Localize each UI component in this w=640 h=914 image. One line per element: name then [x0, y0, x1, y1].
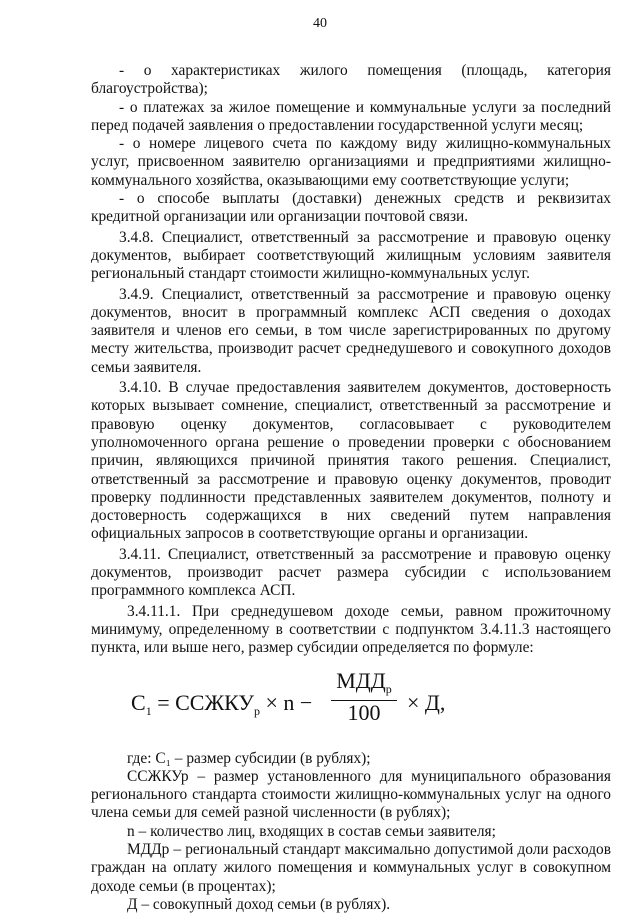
definition-n: n – количество лиц, входящих в состав семьи заявителя;	[91, 823, 611, 841]
definition-mdd: МДДр – региональный стандарт максимально допустимой доли расходов граждан на оплату жилого помещения и коммунальных услуг в совокупном доходе семьи (в процентах);	[91, 841, 611, 896]
paragraph-payment-method: - о способе выплаты (доставки) денежных средств и реквизитах кредитной организации или организации почтовой связи.	[91, 190, 611, 227]
paragraph-3-4-8: 3.4.8. Специалист, ответственный за рассмотрение и правовую оценку документов, выбирает соответствующий жилищным условиям заявителя региональный стандарт стоимости жилищно-коммунальных услуг.	[91, 229, 611, 284]
fraction-denominator: 100	[331, 701, 397, 722]
paragraph-3-4-11: 3.4.11. Специалист, ответственный за рассмотрение и правовую оценку документов, производит расчет размера субсидии с использованием программного комплекса АСП.	[91, 546, 611, 601]
fraction-numerator	[331, 672, 397, 701]
formula-mdd: МДД	[336, 668, 386, 693]
paragraph-3-4-9: 3.4.9. Специалист, ответственный за рассмотрение и правовую оценку документов, вносит в программный комплекс АСП сведения о доходах заявителя и членов его семьи, в том числе зарегистрированных по другому месту жительства, производит расчет среднедушевого и совокупного доходов семьи заявителя.	[91, 286, 611, 377]
paragraph-3-4-11-1: 3.4.11.1. При среднедушевом доходе семьи, равном прожиточному минимуму, определенному в соответствии с подпунктом 3.4.11.3 настоящего пункта, или выше него, размер субсидии определяется по формуле:	[91, 603, 611, 658]
formula-sub-r: р	[254, 704, 260, 718]
formula-sszhku: = ССЖКУ	[152, 690, 254, 715]
formula-sub-1: 1	[146, 704, 152, 718]
formula-symbol-c: C	[131, 690, 146, 715]
document-body	[91, 62, 611, 914]
formula-mdd-sub: р	[386, 682, 392, 696]
paragraph-account-number: - о номере лицевого счета по каждому виду жилищно-коммунальных услуг, присвоенном заявителю организациями и предприятиями жилищно-коммунального хозяйства, оказывающими ему соответствующие услуги;	[91, 135, 611, 190]
formula-right-side: × Д,	[407, 694, 445, 712]
subsidy-formula	[131, 672, 611, 742]
formula-fraction	[331, 672, 397, 723]
definition-sszhku: ССЖКУр – размер установленного для муниципального образования регионального стандарта стоимости жилищно-коммунальных услуг на одного члена семьи для семей разной численности (в рублях);	[91, 768, 611, 823]
paragraph-housing-characteristics: - о характеристиках жилого помещения (площадь, категория благоустройства);	[91, 62, 611, 99]
definition-d: Д – совокупный доход семьи (в рублях).	[91, 896, 611, 914]
definition-c1: где: С₁ – размер субсидии (в рублях);	[91, 750, 611, 768]
formula-left-side	[131, 694, 312, 720]
page-number: 40	[0, 15, 640, 33]
paragraph-payments: - о платежах за жилое помещение и коммунальные услуги за последний перед подачей заявления о предоставлении государственной услуги месяц;	[91, 99, 611, 136]
formula-times-n: × n −	[260, 690, 312, 715]
paragraph-3-4-10: 3.4.10. В случае предоставления заявителем документов, достоверность которых вызывает сомнение, специалист, ответственный за рассмотрение и правовую оценку документов, согласовывает с руководителем уполномоченного органа решение о проведении проверки с обоснованием причин, являющихся причиной принятия такого решения. Специалист, ответственный за рассмотрение и правовую оценку документов, проводит проверку подлинности представленных заявителем документов, полноту и достоверность содержащихся в них сведений путем направления официальных запросов в соответствующие органы и организации.	[91, 379, 611, 544]
formula-definitions	[91, 750, 611, 914]
